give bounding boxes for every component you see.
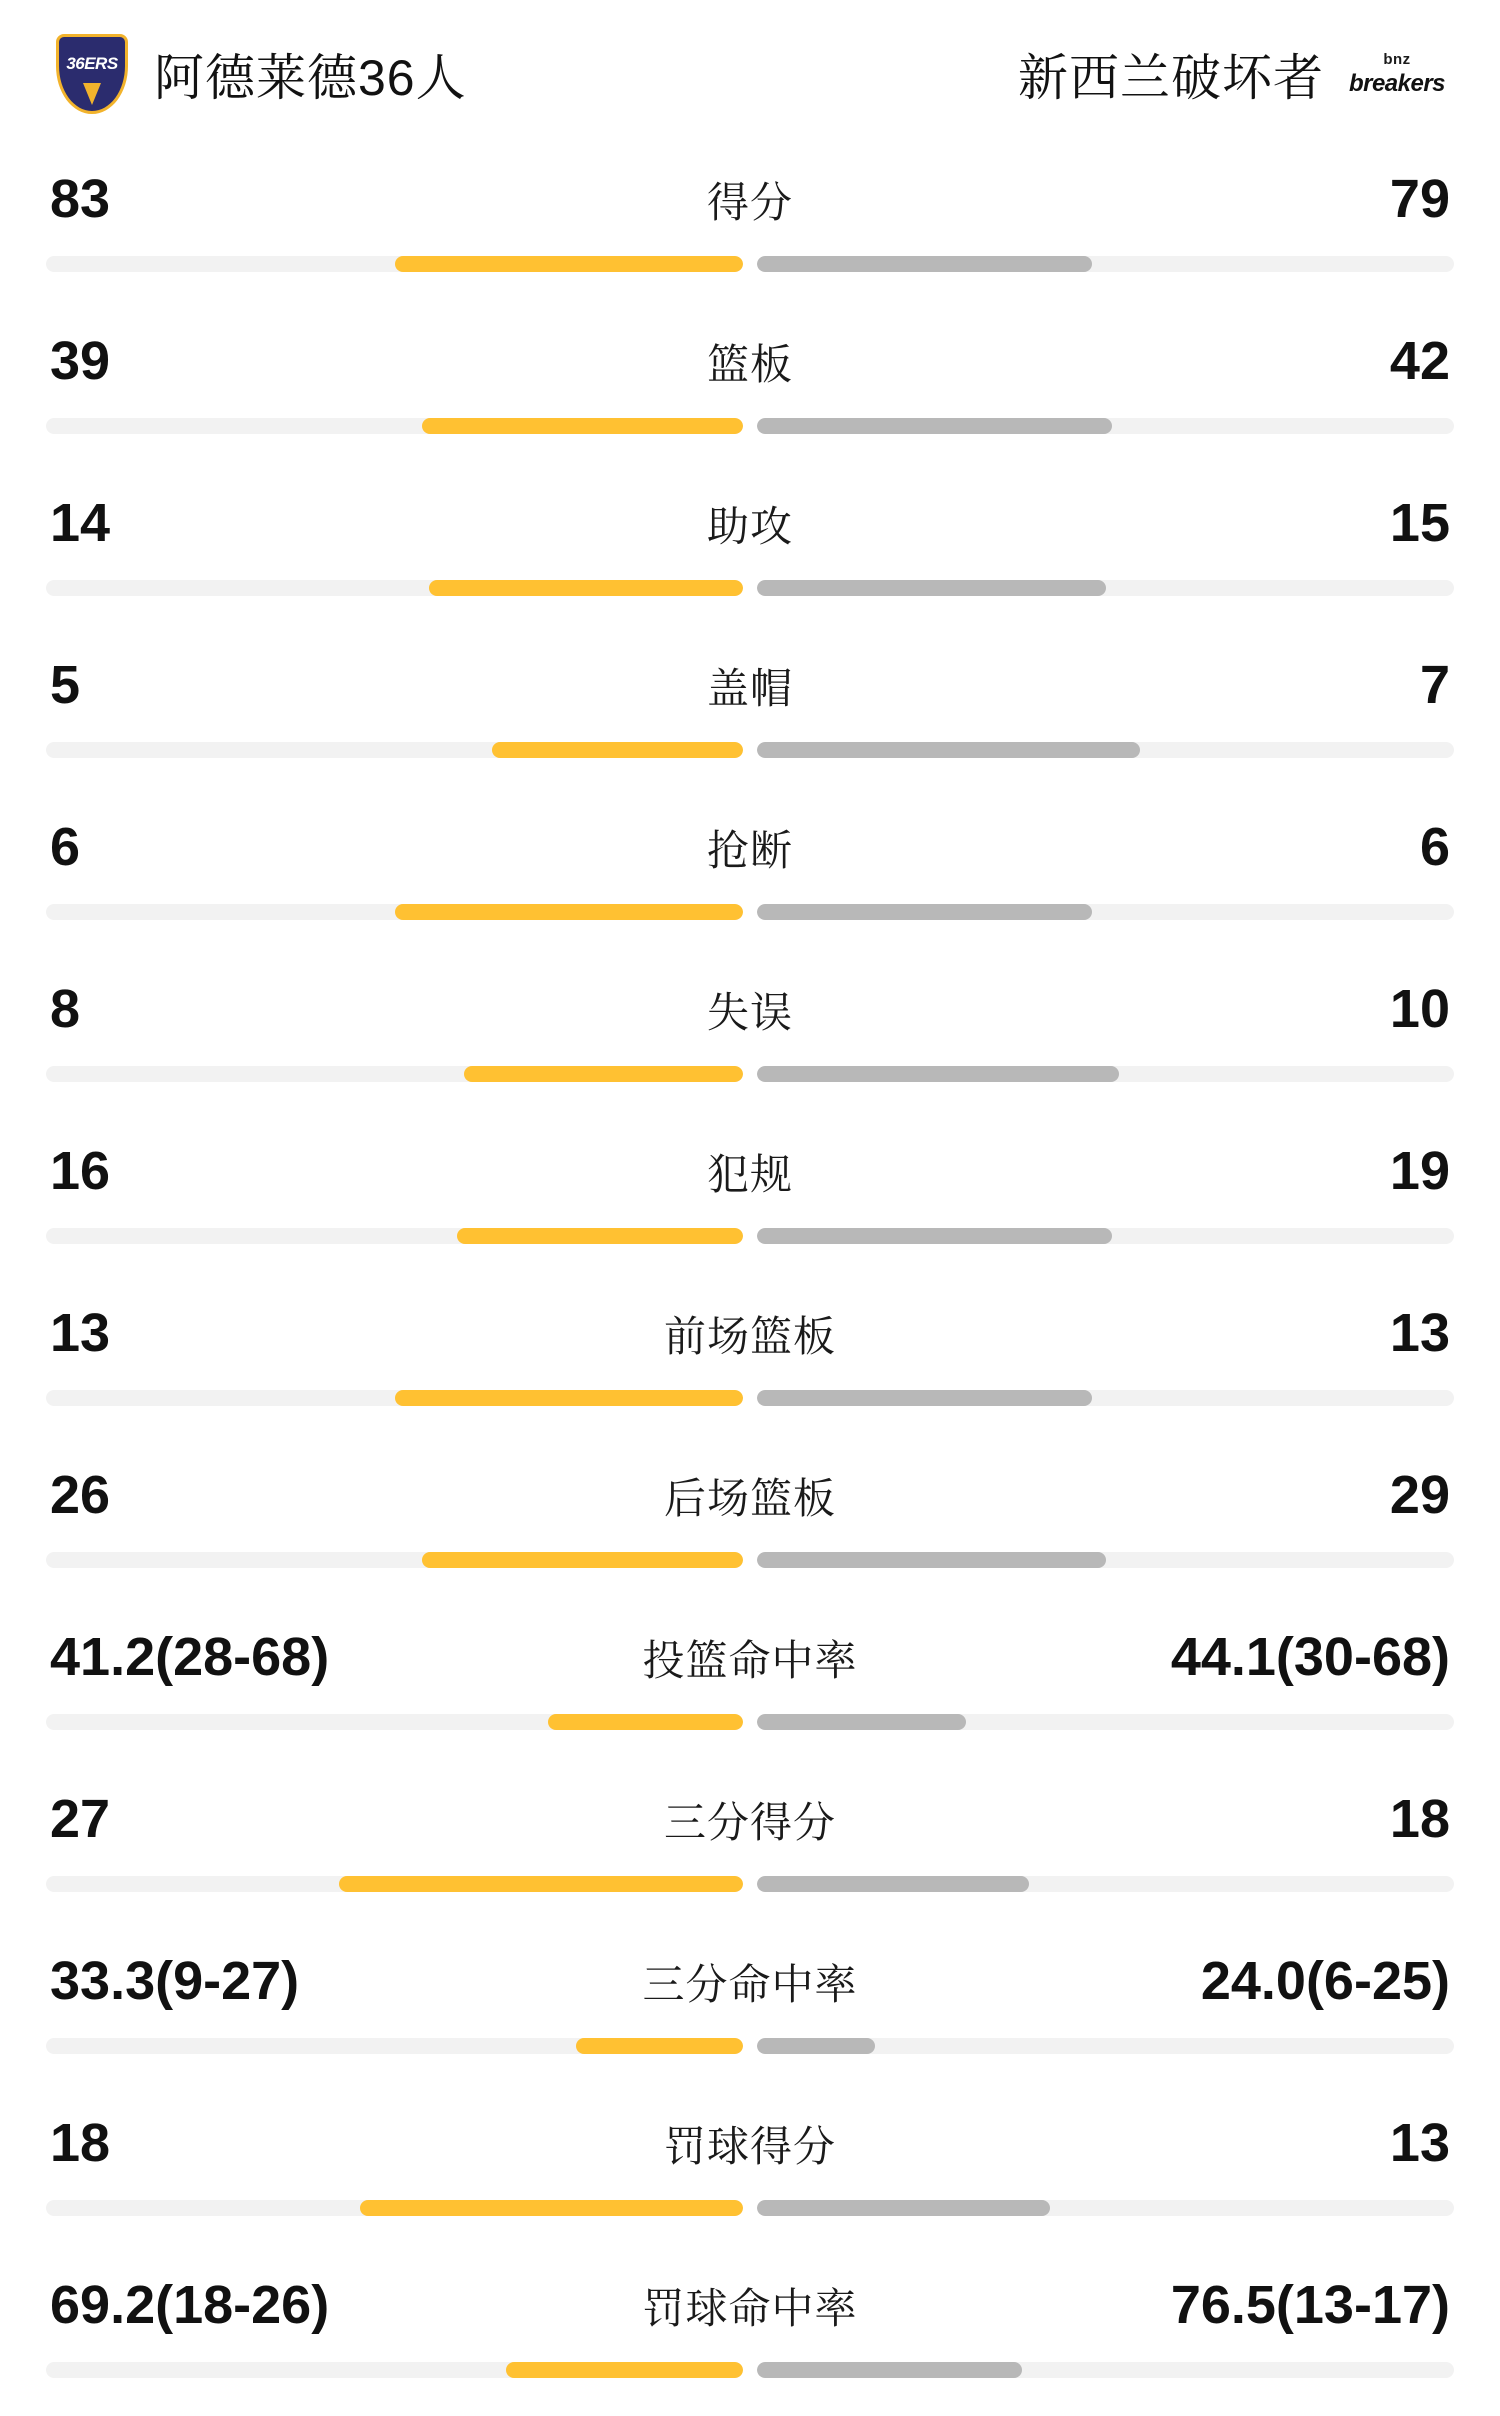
away-stat-bar-fill bbox=[757, 580, 1106, 596]
away-stat-value: 7 bbox=[1419, 655, 1450, 715]
home-logo-text: 36ERS bbox=[66, 54, 118, 73]
home-stat-bar-track bbox=[46, 1390, 743, 1406]
home-stat-value: 14 bbox=[50, 493, 111, 553]
home-stat-bar-track bbox=[46, 256, 743, 272]
away-stat-value: 18 bbox=[1389, 1789, 1450, 1849]
home-stat-value: 41.2(28-68) bbox=[50, 1627, 330, 1687]
away-logo-top-text: bnz bbox=[1383, 50, 1411, 68]
stat-row bbox=[46, 2254, 1454, 2416]
home-stat-value: 69.2(18-26) bbox=[50, 2275, 330, 2335]
stat-label: 篮板 bbox=[706, 341, 793, 388]
away-stat-bar-fill bbox=[757, 2362, 1022, 2378]
stat-label: 三分得分 bbox=[663, 1799, 836, 1846]
home-stat-value: 5 bbox=[50, 655, 81, 715]
away-stat-value: 13 bbox=[1389, 1303, 1450, 1363]
home-stat-bar-fill bbox=[429, 580, 743, 596]
away-stat-bar-fill bbox=[757, 1876, 1029, 1892]
home-team-name: 阿德莱德36人 bbox=[154, 50, 467, 106]
away-stat-bar-track bbox=[757, 1552, 1454, 1568]
away-logo-bottom-text: breakers bbox=[1348, 69, 1446, 97]
stat-bar-pair bbox=[46, 2038, 1454, 2054]
stat-row bbox=[46, 1930, 1454, 2092]
home-stat-bar-fill bbox=[548, 1714, 743, 1730]
away-stat-value: 79 bbox=[1389, 169, 1450, 229]
away-stat-bar-track bbox=[757, 2038, 1454, 2054]
away-stat-value: 24.0(6-25) bbox=[1200, 1951, 1450, 2011]
stat-row bbox=[46, 796, 1454, 958]
away-stat-bar-track bbox=[757, 1066, 1454, 1082]
stat-label: 失误 bbox=[706, 989, 793, 1036]
away-stat-bar-fill bbox=[757, 1228, 1112, 1244]
away-stat-bar-track bbox=[757, 418, 1454, 434]
stat-bar-pair bbox=[46, 418, 1454, 434]
away-stat-bar-track bbox=[757, 2200, 1454, 2216]
away-stat-bar-track bbox=[757, 1714, 1454, 1730]
home-stat-bar-track bbox=[46, 904, 743, 920]
away-stat-value: 44.1(30-68) bbox=[1170, 1627, 1450, 1687]
away-stat-bar-fill bbox=[757, 418, 1112, 434]
away-stat-bar-track bbox=[757, 1390, 1454, 1406]
away-stat-bar-track bbox=[757, 1228, 1454, 1244]
away-team-name: 新西兰破坏者 bbox=[1018, 50, 1324, 106]
home-stat-value: 33.3(9-27) bbox=[50, 1951, 300, 2011]
stat-bar-pair bbox=[46, 1066, 1454, 1082]
stat-label: 抢断 bbox=[706, 827, 793, 874]
away-stat-bar-fill bbox=[757, 256, 1092, 272]
away-stat-bar-fill bbox=[757, 1714, 966, 1730]
home-stat-bar-track bbox=[46, 2038, 743, 2054]
home-stat-bar-fill bbox=[395, 904, 744, 920]
away-stat-value: 42 bbox=[1389, 331, 1450, 391]
home-stat-bar-fill bbox=[422, 418, 743, 434]
away-stat-value: 10 bbox=[1389, 979, 1450, 1039]
home-stat-bar-fill bbox=[360, 2200, 743, 2216]
stat-label: 罚球得分 bbox=[663, 2123, 836, 2170]
away-stat-value: 76.5(13-17) bbox=[1170, 2275, 1450, 2335]
stat-row bbox=[46, 1768, 1454, 1930]
stat-row bbox=[46, 1444, 1454, 1606]
stat-row bbox=[46, 310, 1454, 472]
stat-row bbox=[46, 1282, 1454, 1444]
stat-bar-pair bbox=[46, 1714, 1454, 1730]
home-stat-value: 39 bbox=[50, 331, 111, 391]
stat-bar-pair bbox=[46, 2362, 1454, 2378]
away-stat-bar-track bbox=[757, 256, 1454, 272]
away-stat-bar-fill bbox=[757, 2038, 875, 2054]
home-stat-bar-fill bbox=[422, 1552, 743, 1568]
stat-bar-pair bbox=[46, 1390, 1454, 1406]
away-stat-bar-fill bbox=[757, 2200, 1050, 2216]
stat-label: 三分命中率 bbox=[642, 1961, 858, 2008]
away-stat-bar-track bbox=[757, 904, 1454, 920]
stat-bar-pair bbox=[46, 580, 1454, 596]
stat-bar-pair bbox=[46, 256, 1454, 272]
stat-rows bbox=[46, 148, 1454, 2416]
away-stat-value: 13 bbox=[1389, 2113, 1450, 2173]
home-stat-bar-fill bbox=[457, 1228, 743, 1244]
home-stat-bar-track bbox=[46, 1876, 743, 1892]
stat-row bbox=[46, 472, 1454, 634]
home-stat-bar-track bbox=[46, 580, 743, 596]
away-stat-value: 29 bbox=[1389, 1465, 1450, 1525]
away-stat-bar-fill bbox=[757, 1552, 1106, 1568]
home-stat-bar-track bbox=[46, 1714, 743, 1730]
stat-bar-pair bbox=[46, 742, 1454, 758]
away-stat-value: 15 bbox=[1389, 493, 1450, 553]
stat-label: 犯规 bbox=[706, 1151, 793, 1198]
stat-row bbox=[46, 634, 1454, 796]
stat-bar-pair bbox=[46, 2200, 1454, 2216]
home-stat-value: 13 bbox=[50, 1303, 111, 1363]
home-stat-bar-track bbox=[46, 1228, 743, 1244]
stat-bar-pair bbox=[46, 1228, 1454, 1244]
home-stat-bar-fill bbox=[576, 2038, 743, 2054]
away-stat-bar-track bbox=[757, 1876, 1454, 1892]
home-stat-bar-fill bbox=[339, 1876, 743, 1892]
away-stat-bar-fill bbox=[757, 742, 1140, 758]
stat-label: 罚球命中率 bbox=[642, 2285, 858, 2332]
away-stat-bar-fill bbox=[757, 1390, 1092, 1406]
away-stat-value: 6 bbox=[1419, 817, 1450, 877]
away-stat-bar-track bbox=[757, 2362, 1454, 2378]
stat-label: 得分 bbox=[706, 179, 793, 226]
home-stat-value: 16 bbox=[50, 1141, 111, 1201]
home-stat-bar-track bbox=[46, 418, 743, 434]
away-stat-bar-fill bbox=[757, 1066, 1119, 1082]
away-stat-bar-track bbox=[757, 742, 1454, 758]
stat-bar-pair bbox=[46, 904, 1454, 920]
away-team-logo-icon bbox=[1342, 38, 1452, 110]
home-stat-bar-fill bbox=[464, 1066, 743, 1082]
home-stat-value: 18 bbox=[50, 2113, 111, 2173]
away-stat-bar-track bbox=[757, 580, 1454, 596]
home-stat-bar-track bbox=[46, 1066, 743, 1082]
home-stat-bar-fill bbox=[492, 742, 743, 758]
home-stat-bar-track bbox=[46, 2200, 743, 2216]
home-stat-bar-fill bbox=[395, 256, 744, 272]
home-stat-bar-fill bbox=[506, 2362, 743, 2378]
matchup-header bbox=[46, 0, 1454, 148]
home-stat-value: 27 bbox=[50, 1789, 111, 1849]
home-team bbox=[48, 30, 467, 118]
home-team-logo-icon bbox=[48, 30, 136, 118]
stat-label: 投篮命中率 bbox=[642, 1637, 858, 1684]
stat-row bbox=[46, 1606, 1454, 1768]
stat-bar-pair bbox=[46, 1552, 1454, 1568]
stat-label: 后场篮板 bbox=[663, 1475, 836, 1522]
stat-label: 助攻 bbox=[706, 503, 793, 550]
stat-bar-pair bbox=[46, 1876, 1454, 1892]
away-stat-bar-fill bbox=[757, 904, 1092, 920]
away-stat-value: 19 bbox=[1389, 1141, 1450, 1201]
home-stat-value: 83 bbox=[50, 169, 111, 229]
away-team bbox=[1018, 38, 1452, 110]
stat-label: 前场篮板 bbox=[663, 1313, 836, 1360]
home-stat-value: 26 bbox=[50, 1465, 111, 1525]
home-stat-value: 8 bbox=[50, 979, 81, 1039]
home-stat-bar-track bbox=[46, 742, 743, 758]
stat-row bbox=[46, 2092, 1454, 2254]
home-stat-bar-fill bbox=[395, 1390, 744, 1406]
stat-row bbox=[46, 958, 1454, 1120]
stat-row bbox=[46, 148, 1454, 310]
home-stat-bar-track bbox=[46, 1552, 743, 1568]
stat-label: 盖帽 bbox=[706, 665, 793, 712]
stat-row bbox=[46, 1120, 1454, 1282]
home-stat-value: 6 bbox=[50, 817, 81, 877]
home-stat-bar-track bbox=[46, 2362, 743, 2378]
